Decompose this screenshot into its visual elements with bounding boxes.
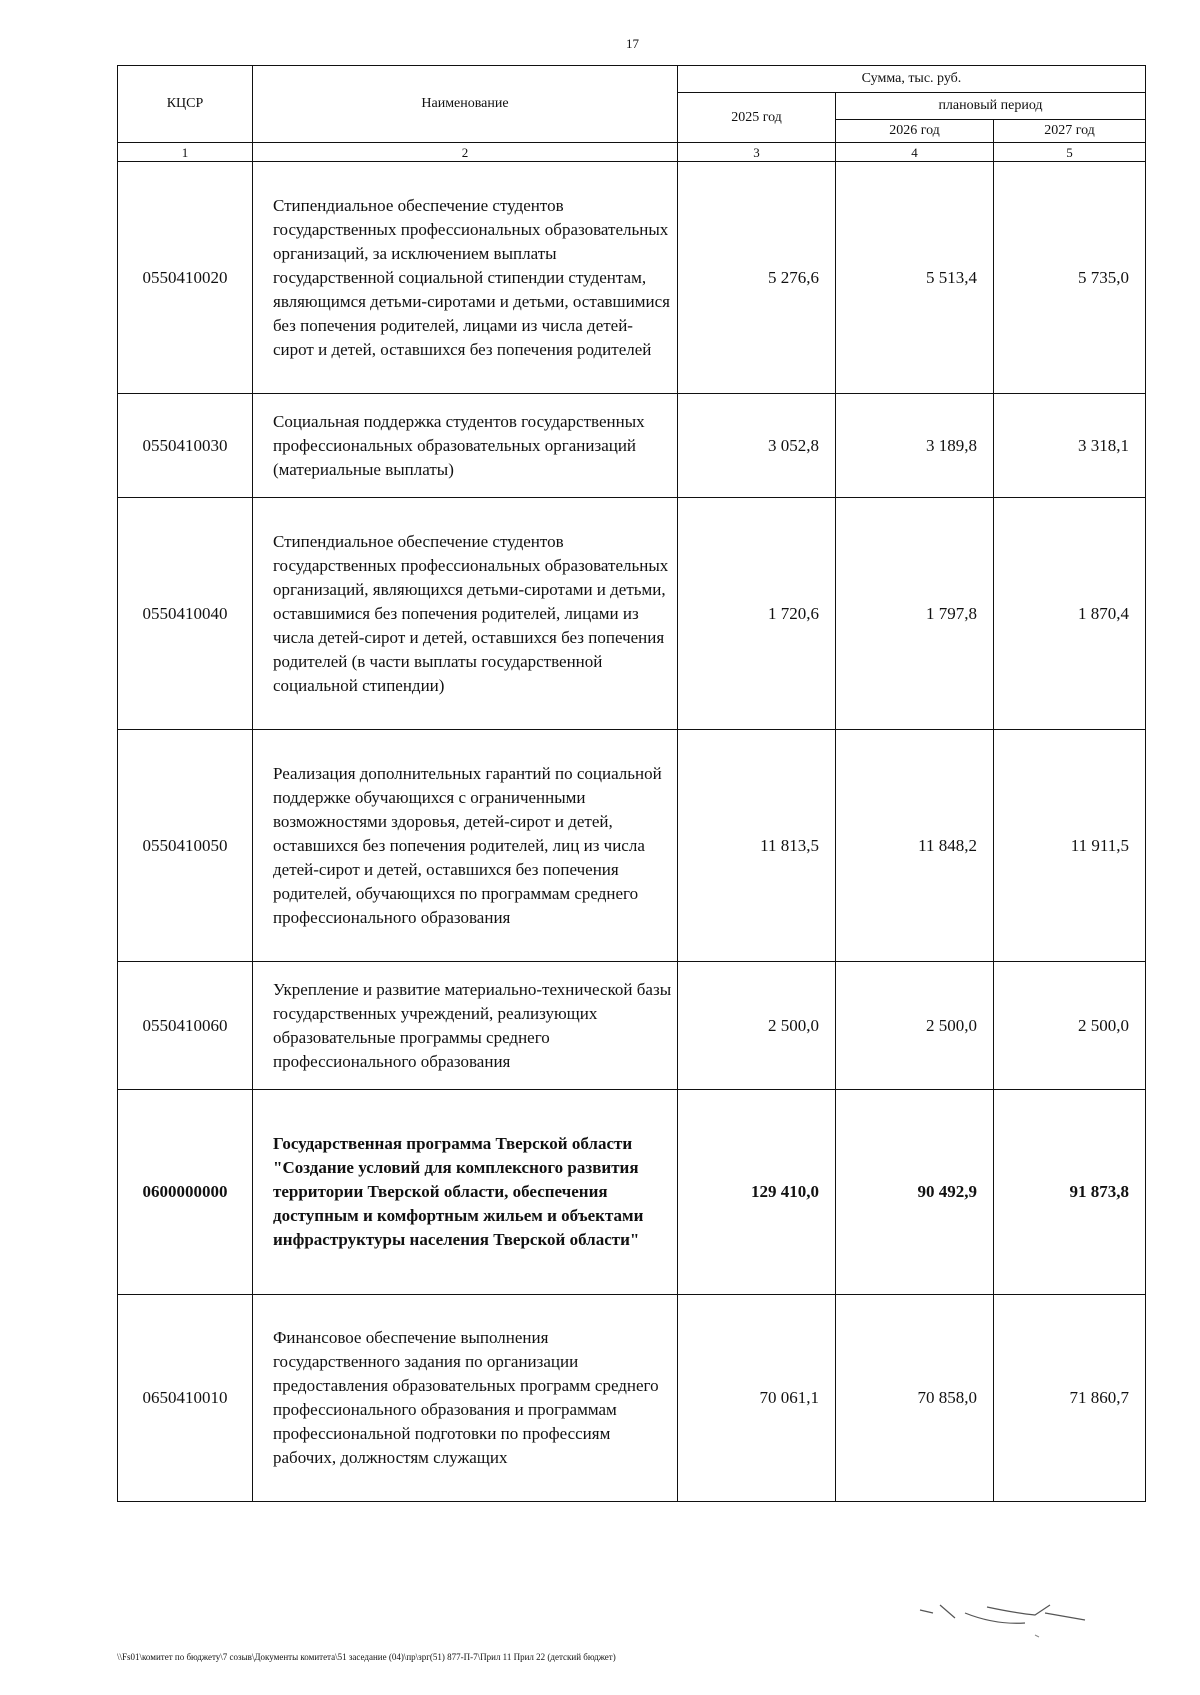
column-number: 5 [994, 143, 1146, 162]
table-row [118, 1295, 1146, 1502]
header-year-2026: 2026 год [836, 120, 994, 143]
row-code: 0650410010 [118, 1295, 253, 1502]
row-value-2025: 129 410,0 [678, 1090, 836, 1295]
row-code: 0550410060 [118, 962, 253, 1090]
row-value-2026: 70 858,0 [836, 1295, 994, 1502]
row-value-2025: 3 052,8 [678, 394, 836, 498]
header-year-2025: 2025 год [678, 93, 836, 143]
row-name: Стипендиальное обеспечение студентов государственных профессиональных образовательных организаций, за исключением выплаты государственной социальной стипендии студентам, являющимся детьми-сиротами и детьми, оставшимися без попечения родителей, лицами из числа детей-сирот и детей, оставшихся без попечения родителей [253, 162, 678, 394]
row-value-2026: 11 848,2 [836, 730, 994, 962]
row-value-2027: 2 500,0 [994, 962, 1146, 1090]
row-value-2025: 11 813,5 [678, 730, 836, 962]
column-number: 3 [678, 143, 836, 162]
table-row [118, 1090, 1146, 1295]
row-code: 0550410030 [118, 394, 253, 498]
row-value-2026: 3 189,8 [836, 394, 994, 498]
row-value-2027: 5 735,0 [994, 162, 1146, 394]
row-value-2025: 2 500,0 [678, 962, 836, 1090]
row-value-2026: 2 500,0 [836, 962, 994, 1090]
row-value-2025: 70 061,1 [678, 1295, 836, 1502]
row-value-2027: 71 860,7 [994, 1295, 1146, 1502]
header-code: КЦСР [118, 66, 253, 143]
row-value-2025: 1 720,6 [678, 498, 836, 730]
row-value-2026: 90 492,9 [836, 1090, 994, 1295]
column-number: 4 [836, 143, 994, 162]
table-row [118, 730, 1146, 962]
row-value-2026: 1 797,8 [836, 498, 994, 730]
signature-mark [915, 1585, 1095, 1645]
row-value-2025: 5 276,6 [678, 162, 836, 394]
row-value-2027: 3 318,1 [994, 394, 1146, 498]
header-name: Наименование [253, 66, 678, 143]
table-row [118, 162, 1146, 394]
row-code: 0550410050 [118, 730, 253, 962]
table-row [118, 962, 1146, 1090]
row-name: Социальная поддержка студентов государственных профессиональных образовательных организаций (материальные выплаты) [253, 394, 678, 498]
row-code: 0550410040 [118, 498, 253, 730]
row-value-2027: 11 911,5 [994, 730, 1146, 962]
column-number: 2 [253, 143, 678, 162]
row-name: Финансовое обеспечение выполнения государственного задания по организации предоставления образовательных программ среднего профессионального образования и программам профессиональной подготовки по профессиям рабочих, должностям служащих [253, 1295, 678, 1502]
column-number: 1 [118, 143, 253, 162]
row-value-2027: 91 873,8 [994, 1090, 1146, 1295]
row-code: 0600000000 [118, 1090, 253, 1295]
row-value-2026: 5 513,4 [836, 162, 994, 394]
page-number: 17 [626, 36, 639, 51]
footer-file-path: \\Fs01\комитет по бюджету\7 созыв\Документы комитета\51 заседание (04)\пр\зрг(51) 877-П-7\Прил 11 Прил 22 (детский бюджет) [117, 1652, 616, 1662]
row-name: Государственная программа Тверской области "Создание условий для комплексного развития территории Тверской области, обеспечения доступным и комфортным жильем и объектами инфраструктуры населения Тверской области" [253, 1090, 678, 1295]
header-sum: Сумма, тыс. руб. [678, 66, 1146, 93]
header-year-2027: 2027 год [994, 120, 1146, 143]
row-name: Укрепление и развитие материально-технической базы государственных учреждений, реализующих образовательные программы среднего профессионального образования [253, 962, 678, 1090]
table-row [118, 498, 1146, 730]
row-name: Реализация дополнительных гарантий по социальной поддержке обучающихся с ограниченными возможностями здоровья, детей-сирот и детей, оставшихся без попечения родителей, лиц из числа детей-сирот и детей, оставшихся без попечения родителей, обучающихся по программам среднего профессионального образования [253, 730, 678, 962]
row-code: 0550410020 [118, 162, 253, 394]
row-name: Стипендиальное обеспечение студентов государственных профессиональных образовательных организаций, являющихся детьми-сиротами и детьми, оставшимися без попечения родителей, лицами из числа детей-сирот и детей, оставшихся без попечения родителей (в части выплаты государственной социальной стипендии) [253, 498, 678, 730]
header-planned-period: плановый период [836, 93, 1146, 120]
row-value-2027: 1 870,4 [994, 498, 1146, 730]
budget-table [117, 65, 1146, 1502]
table-row [118, 394, 1146, 498]
